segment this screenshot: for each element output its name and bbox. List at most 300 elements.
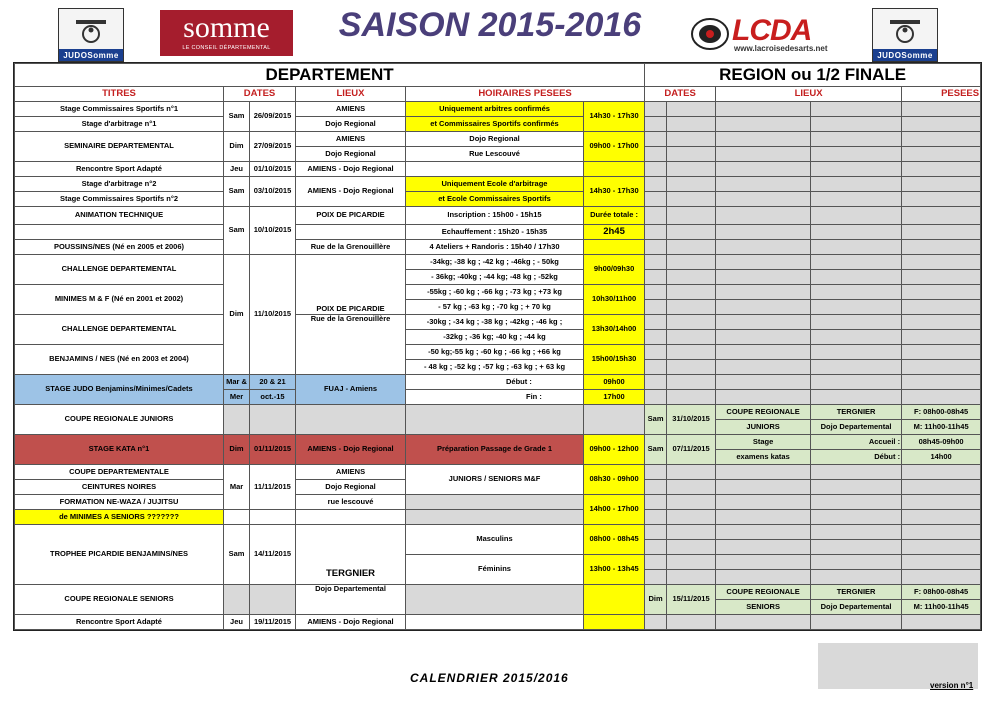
event-pesee (406, 510, 584, 525)
event-lieu: FUAJ - Amiens (296, 375, 406, 405)
event-date (250, 405, 296, 435)
region-cell (716, 360, 811, 375)
event-day (224, 510, 250, 525)
region-cell (667, 615, 716, 630)
region-cell (667, 480, 716, 495)
weight-category: -34kg; -38 kg ; -42 kg ; -46kg ; - 50kg (406, 255, 584, 270)
region-cell (716, 285, 811, 300)
region-cell (645, 390, 667, 405)
event-title: STAGE KATA n°1 (15, 435, 224, 465)
event-lieu: AMIENS (296, 102, 406, 117)
event-title: TROPHEE PICARDIE BENJAMINS/NES (15, 525, 224, 585)
region-cell (811, 390, 902, 405)
region-cell (811, 525, 902, 540)
region-cell (811, 117, 902, 132)
event-pesee (406, 615, 584, 630)
weight-category: -55kg ; -60 kg ; -66 kg ; -73 kg ; +73 kg (406, 285, 584, 300)
region-cell (811, 495, 902, 510)
region-cell (902, 480, 981, 495)
event-horaire: 09h00 - 17h00 (584, 132, 645, 162)
region-cell (667, 465, 716, 480)
region-cell (902, 375, 981, 390)
event-date (250, 510, 296, 525)
region-pesee: 08h45-09h00 (902, 435, 981, 450)
event-day: Sam (224, 525, 250, 585)
event-lieu: AMIENS (296, 465, 406, 480)
region-cell (716, 480, 811, 495)
region-cell (902, 315, 981, 330)
region-cell (645, 555, 667, 570)
event-horaire: 13h30/14h00 (584, 315, 645, 345)
region-lieu: JUNIORS (716, 420, 811, 435)
region-cell (667, 540, 716, 555)
event-day: Dim (224, 132, 250, 162)
event-title: Rencontre Sport Adapté (15, 615, 224, 630)
region-cell (811, 345, 902, 360)
region-cell (716, 510, 811, 525)
lcda-emblem-icon (690, 16, 730, 52)
region-cell (716, 225, 811, 240)
region-lieu: Dojo Departemental (811, 420, 902, 435)
weight-category: - 48 kg ; -52 kg ; -57 kg ; -63 kg ; + 63 kg (406, 360, 584, 375)
event-day: Mar & (224, 375, 250, 390)
region-cell (811, 162, 902, 177)
page-title: SAISON 2015-2016 (338, 6, 642, 44)
region-cell (902, 162, 981, 177)
event-day: Sam (224, 177, 250, 207)
event-date: 10/10/2015 (250, 207, 296, 255)
event-pesee: et Ecole Commissaires Sportifs (406, 192, 584, 207)
event-title: SEMINAIRE DEPARTEMENTAL (15, 132, 224, 162)
region-cell (667, 177, 716, 192)
event-lieu: POIX DE PICARDIE (296, 207, 406, 225)
region-lieu: Stage (716, 435, 811, 450)
region-cell (902, 240, 981, 255)
region-cell (667, 285, 716, 300)
region-cell (645, 255, 667, 270)
region-cell (902, 345, 981, 360)
event-title: Stage d'arbitrage n°2 (15, 177, 224, 192)
event-title: CEINTURES NOIRES (15, 480, 224, 495)
region-cell (716, 540, 811, 555)
event-date: 01/10/2015 (250, 162, 296, 177)
region-cell (811, 315, 902, 330)
region-cell (645, 162, 667, 177)
region-cell (645, 525, 667, 540)
region-cell (902, 465, 981, 480)
region-cell (902, 570, 981, 585)
col-lieux: LIEUX (296, 87, 406, 102)
event-pesee: JUNIORS / SENIORS M&F (406, 465, 584, 495)
event-pesee: Début : (406, 375, 584, 390)
calendar-table (14, 63, 981, 630)
region-cell (667, 240, 716, 255)
region-lieu: examens katas (716, 450, 811, 465)
region-cell (811, 285, 902, 300)
event-day: Dim (224, 255, 250, 375)
region-cell (645, 270, 667, 285)
region-cell (645, 147, 667, 162)
region-cell (902, 147, 981, 162)
region-cell (811, 255, 902, 270)
event-title: ANIMATION TECHNIQUE (15, 207, 224, 225)
event-lieu-detail: Dojo Departemental (296, 585, 406, 615)
region-cell (667, 390, 716, 405)
version-label: version n°1 (930, 681, 974, 690)
region-cell (811, 102, 902, 117)
event-day (224, 405, 250, 435)
region-cell (716, 270, 811, 285)
event-title: POUSSINS/NES (Né en 2005 et 2006) (15, 240, 224, 255)
event-title: de MINIMES A SENIORS ??????? (15, 510, 224, 525)
region-cell (716, 300, 811, 315)
event-date: 03/10/2015 (250, 177, 296, 207)
region-cell (811, 330, 902, 345)
region-cell (902, 132, 981, 147)
region-cell (902, 390, 981, 405)
region-cell (811, 147, 902, 162)
event-lieu: POIX DE PICARDIE (296, 255, 406, 315)
region-cell (667, 510, 716, 525)
region-cell (902, 177, 981, 192)
event-day: Jeu (224, 162, 250, 177)
event-day: Jeu (224, 615, 250, 630)
region-pesee: F: 08h00-08h45 (902, 585, 981, 600)
region-pesee: 14h00 (902, 450, 981, 465)
event-date: 19/11/2015 (250, 615, 296, 630)
region-cell (645, 375, 667, 390)
event-pesee: Uniquement arbitres confirmés (406, 102, 584, 117)
region-cell (645, 315, 667, 330)
region-cell (716, 495, 811, 510)
event-title: COUPE REGIONALE SENIORS (15, 585, 224, 615)
event-title: CHALLENGE DEPARTEMENTAL (15, 255, 224, 285)
region-cell (716, 102, 811, 117)
region-cell (811, 360, 902, 375)
region-cell (667, 300, 716, 315)
region-cell (811, 240, 902, 255)
region-date: 31/10/2015 (667, 405, 716, 435)
region-cell (667, 225, 716, 240)
event-lieu: TERGNIER (296, 525, 406, 585)
region-cell (645, 360, 667, 375)
event-horaire: 09h00 - 12h00 (584, 435, 645, 465)
region-cell (716, 162, 811, 177)
region-cell (716, 330, 811, 345)
region-cell (716, 177, 811, 192)
region-lieu: Accueil : (811, 435, 902, 450)
event-day: Dim (224, 435, 250, 465)
region-cell (645, 240, 667, 255)
region-cell (811, 465, 902, 480)
event-title: Stage Commissaires Sportifs n°1 (15, 102, 224, 117)
region-cell (902, 510, 981, 525)
region-cell (716, 132, 811, 147)
event-horaire (584, 615, 645, 630)
region-cell (902, 615, 981, 630)
event-horaire: 13h00 - 13h45 (584, 555, 645, 585)
event-lieu-spacer (296, 225, 406, 240)
event-title: Rencontre Sport Adapté (15, 162, 224, 177)
col-titres: TITRES (15, 87, 224, 102)
region-cell (902, 207, 981, 225)
section-region: REGION ou 1/2 FINALE (645, 64, 981, 87)
event-date: 11/11/2015 (250, 465, 296, 510)
region-date: 07/11/2015 (667, 435, 716, 465)
region-cell (645, 102, 667, 117)
region-cell (811, 300, 902, 315)
region-cell (902, 330, 981, 345)
lcda-logo-text: LCDA (732, 14, 812, 47)
event-horaire: Durée totale : (584, 207, 645, 225)
region-cell (667, 147, 716, 162)
region-cell (716, 615, 811, 630)
event-horaire (584, 405, 645, 435)
region-cell (811, 177, 902, 192)
event-date: 26/09/2015 (250, 102, 296, 132)
event-date (250, 585, 296, 615)
region-cell (645, 117, 667, 132)
region-pesee: M: 11h00-11h45 (902, 600, 981, 615)
region-cell (811, 207, 902, 225)
region-day: Sam (645, 435, 667, 465)
region-cell (667, 495, 716, 510)
event-lieu-detail: Dojo Regional (296, 117, 406, 132)
region-date: 15/11/2015 (667, 585, 716, 615)
somme-logo-subtitle: LE CONSEIL DÉPARTEMENTAL (182, 45, 271, 51)
weight-category: -30kg ; -34 kg ; -38 kg ; -42kg ; -46 kg ; (406, 315, 584, 330)
event-date: 20 & 21 (250, 375, 296, 390)
region-cell (667, 192, 716, 207)
event-title: MINIMES M & F (Né en 2001 et 2002) (15, 285, 224, 315)
region-cell (667, 345, 716, 360)
region-day: Dim (645, 585, 667, 615)
region-cell (645, 330, 667, 345)
region-cell (645, 345, 667, 360)
region-cell (667, 102, 716, 117)
region-pesee: F: 08h00-08h45 (902, 405, 981, 420)
event-day: Sam (224, 102, 250, 132)
event-day: Sam (224, 207, 250, 255)
col-region-pesees: PESEES (902, 87, 981, 102)
region-cell (902, 117, 981, 132)
event-pesee (406, 585, 584, 615)
region-cell (645, 465, 667, 480)
region-cell (667, 315, 716, 330)
region-cell (645, 225, 667, 240)
region-cell (716, 555, 811, 570)
event-pesee: Dojo Regional (406, 132, 584, 147)
somme-logo-text: somme (183, 11, 270, 44)
region-cell (667, 117, 716, 132)
region-cell (811, 375, 902, 390)
event-lieu: AMIENS (296, 132, 406, 147)
region-cell (645, 285, 667, 300)
region-cell (667, 270, 716, 285)
region-cell (667, 255, 716, 270)
region-cell (667, 375, 716, 390)
region-cell (902, 555, 981, 570)
region-cell (645, 570, 667, 585)
region-cell (667, 570, 716, 585)
region-cell (716, 240, 811, 255)
region-cell (902, 525, 981, 540)
event-title: Stage d'arbitrage n°1 (15, 117, 224, 132)
event-pesee: Echauffement : 15h20 - 15h35 (406, 225, 584, 240)
region-cell (716, 390, 811, 405)
region-cell (667, 555, 716, 570)
event-pesee: Féminins (406, 555, 584, 585)
region-cell (645, 192, 667, 207)
region-cell (645, 495, 667, 510)
event-title: Stage Commissaires Sportifs n°2 (15, 192, 224, 207)
region-lieu: Dojo Departemental (811, 600, 902, 615)
region-cell (716, 207, 811, 225)
region-cell (811, 270, 902, 285)
region-cell (716, 192, 811, 207)
region-cell (811, 570, 902, 585)
region-cell (902, 300, 981, 315)
region-cell (667, 330, 716, 345)
judo-logo-text: JUDOSomme (59, 49, 123, 61)
judo-emblem-icon (886, 18, 924, 46)
event-day: Mar (224, 465, 250, 510)
col-dates: DATES (224, 87, 296, 102)
event-lieu (296, 510, 406, 525)
region-cell (902, 540, 981, 555)
region-cell (716, 117, 811, 132)
judo-logo-text: JUDOSomme (873, 49, 937, 61)
event-date: 01/11/2015 (250, 435, 296, 465)
weight-category: -32kg ; -36 kg; -40 kg ; -44 kg (406, 330, 584, 345)
region-cell (645, 615, 667, 630)
region-cell (902, 192, 981, 207)
region-cell (667, 360, 716, 375)
event-pesee (406, 495, 584, 510)
region-cell (716, 315, 811, 330)
event-horaire: 08h00 - 08h45 (584, 525, 645, 555)
event-horaire (584, 162, 645, 177)
region-cell (902, 495, 981, 510)
event-date: 14/11/2015 (250, 525, 296, 585)
somme-logo (160, 10, 293, 56)
lcda-logo (690, 14, 860, 58)
region-cell (902, 360, 981, 375)
region-cell (645, 207, 667, 225)
region-cell (645, 300, 667, 315)
event-lieu: AMIENS - Dojo Regional (296, 435, 406, 465)
event-title-spacer (15, 225, 224, 240)
region-cell (811, 132, 902, 147)
event-horaire: 14h00 - 17h00 (584, 495, 645, 525)
event-pesee: Préparation Passage de Grade 1 (406, 435, 584, 465)
event-lieu: AMIENS - Dojo Regional (296, 177, 406, 207)
region-cell (667, 162, 716, 177)
event-horaire: 9h00/09h30 (584, 255, 645, 285)
event-title: CHALLENGE DEPARTEMENTAL (15, 315, 224, 345)
region-cell (811, 480, 902, 495)
region-lieu: TERGNIER (811, 585, 902, 600)
region-lieu: TERGNIER (811, 405, 902, 420)
section-departement: DEPARTEMENT (15, 64, 645, 87)
region-cell (716, 465, 811, 480)
event-horaire: 17h00 (584, 390, 645, 405)
region-cell (716, 375, 811, 390)
region-cell (902, 225, 981, 240)
event-horaire: 09h00 (584, 375, 645, 390)
judo-somme-logo-right (872, 8, 938, 62)
region-cell (645, 177, 667, 192)
event-date: 27/09/2015 (250, 132, 296, 162)
region-lieu: Début : (811, 450, 902, 465)
event-pesee: Uniquement Ecole d'arbitrage (406, 177, 584, 192)
event-horaire: 14h30 - 17h30 (584, 177, 645, 207)
region-cell (667, 525, 716, 540)
event-pesee (406, 162, 584, 177)
judo-emblem-icon (72, 18, 110, 46)
region-cell (645, 132, 667, 147)
region-cell (667, 207, 716, 225)
col-region-dates: DATES (645, 87, 716, 102)
region-cell (645, 510, 667, 525)
event-pesee: 4 Ateliers + Randoris : 15h40 / 17h30 (406, 240, 584, 255)
region-cell (811, 225, 902, 240)
event-horaire (584, 240, 645, 255)
event-lieu: AMIENS - Dojo Regional (296, 615, 406, 630)
event-pesee: Fin : (406, 390, 584, 405)
event-title: STAGE JUDO Benjamins/Minimes/Cadets (15, 375, 224, 405)
region-cell (716, 255, 811, 270)
event-pesee: et Commissaires Sportifs confirmés (406, 117, 584, 132)
event-title: COUPE REGIONALE JUNIORS (15, 405, 224, 435)
event-horaire: 2h45 (584, 225, 645, 240)
event-pesee (406, 405, 584, 435)
region-cell (902, 102, 981, 117)
event-pesee: Masculins (406, 525, 584, 555)
region-cell (902, 270, 981, 285)
event-horaire: 10h30/11h00 (584, 285, 645, 315)
region-lieu: COUPE REGIONALE (716, 405, 811, 420)
region-cell (811, 555, 902, 570)
event-pesee: Rue Lescouvé (406, 147, 584, 162)
event-title: BENJAMINS / NES (Né en 2003 et 2004) (15, 345, 224, 375)
event-day: Mer (224, 390, 250, 405)
region-lieu: COUPE REGIONALE (716, 585, 811, 600)
weight-category: - 36kg; -40kg ; -44 kg; -48 kg ; -52kg (406, 270, 584, 285)
event-lieu-detail: Dojo Regional (296, 480, 406, 495)
lcda-logo-url: www.lacroisedesarts.net (734, 44, 828, 53)
event-title: FORMATION NE-WAZA / JUJITSU (15, 495, 224, 510)
region-cell (902, 255, 981, 270)
region-day: Sam (645, 405, 667, 435)
footer-caption: CALENDRIER 2015/2016 (410, 671, 569, 685)
region-cell (811, 510, 902, 525)
col-pesees: HOIRAIRES PESEES (406, 87, 645, 102)
event-lieu-detail: Rue de la Grenouillère (296, 315, 406, 375)
event-title: COUPE DEPARTEMENTALE (15, 465, 224, 480)
region-cell (645, 480, 667, 495)
event-lieu-detail: Rue de la Grenouillère (296, 240, 406, 255)
event-horaire: 14h30 - 17h30 (584, 102, 645, 132)
event-pesee: Inscription : 15h00 - 15h15 (406, 207, 584, 225)
event-lieu-detail: Dojo Regional (296, 147, 406, 162)
region-cell (716, 147, 811, 162)
event-day (224, 585, 250, 615)
region-cell (811, 192, 902, 207)
region-cell (645, 540, 667, 555)
weight-category: -50 kg;-55 kg ; -60 kg ; -66 kg ; +66 kg (406, 345, 584, 360)
region-cell (811, 615, 902, 630)
